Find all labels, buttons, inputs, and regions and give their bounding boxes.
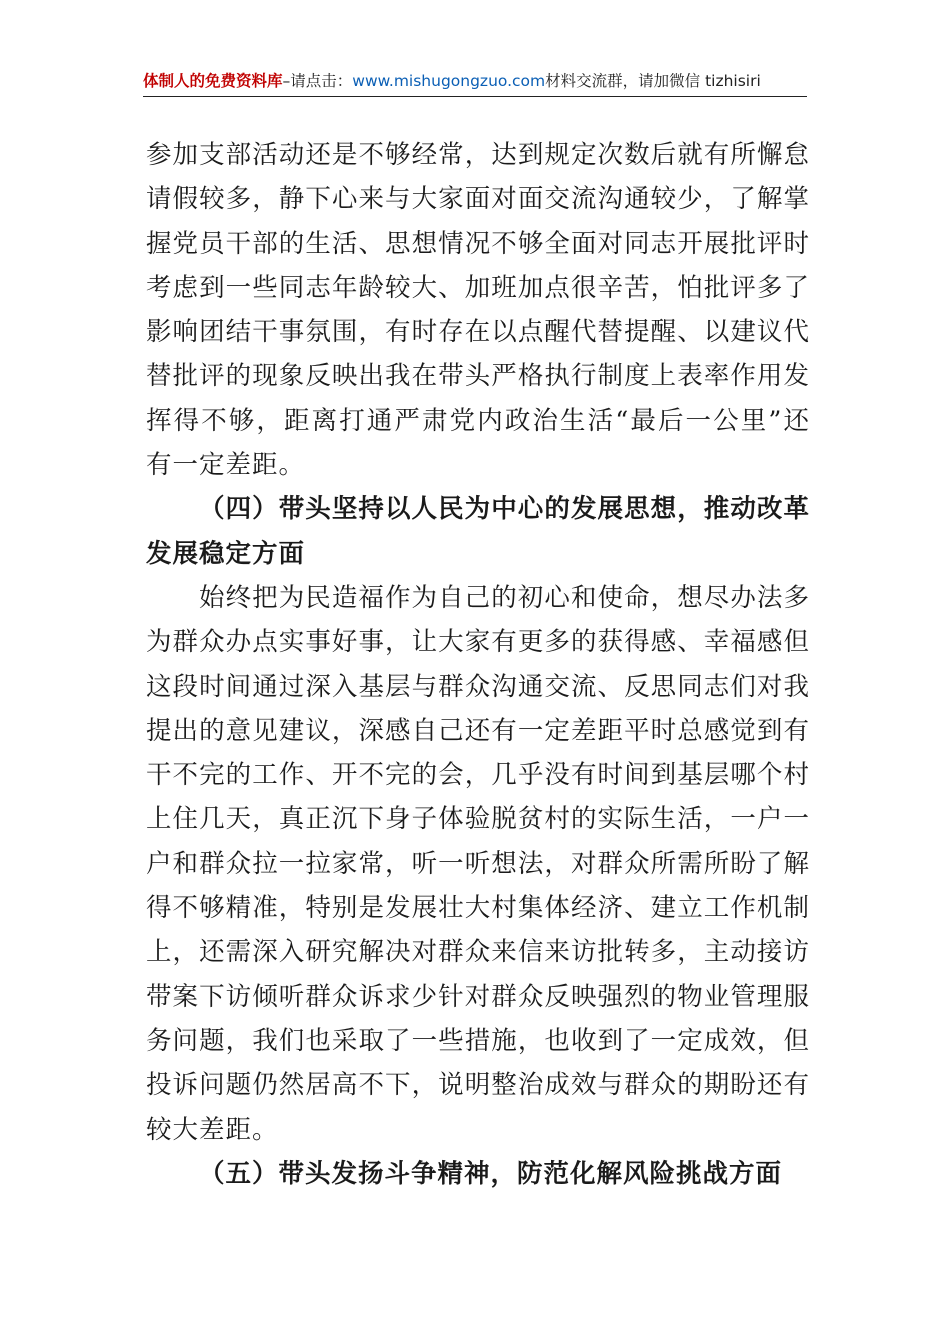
page-header bbox=[143, 70, 807, 97]
paragraph-section-4: 始终把为民造福作为自己的初心和使命，想尽办法多为群众办点实事好事，让大家有更多的获得感、幸福感但这段时间通过深入基层与群众沟通交流、反思同志们对我提出的意见建议，深感自己还有一定差距平时总感觉到有干不完的工作、开不完的会，几乎没有时间到基层哪个村上住几天，真正沉下身子体验脱贫村的实际生活，一户一户和群众拉一拉家常，听一听想法，对群众所需所盼了解得不够精准，特别是发展壮大村集体经济、建立工作机制上，还需深入研究解决对群众来信来访批转多，主动接访带案下访倾听群众诉求少针对群众反映强烈的物业管理服务问题，我们也采取了一些措施，也收到了一定成效，但投诉问题仍然居高不下，说明整治成效与群众的期盼还有较大差距。 bbox=[146, 582, 810, 1145]
document-body bbox=[146, 133, 810, 1196]
section-heading-5: （五）带头发扬斗争精神，防范化解风险挑战方面 bbox=[199, 1158, 783, 1189]
header-prompt: –请点击： bbox=[282, 72, 353, 90]
section-heading-4: （四）带头坚持以人民为中心的发展思想，推动改革发展稳定方面 bbox=[146, 494, 810, 569]
header-tail: 材料交流群，请加微信 tizhisiri bbox=[545, 72, 761, 90]
header-brand: 体制人的免费资料库 bbox=[143, 72, 283, 90]
header-url-link[interactable]: www.mishugongzuo.com bbox=[352, 72, 546, 90]
paragraph-continued: 参加支部活动还是不够经常，达到规定次数后就有所懈怠请假较多，静下心来与大家面对面交流沟通较少，了解掌握党员干部的生活、思想情况不够全面对同志开展批评时考虑到一些同志年龄较大、加班加点很辛苦，怕批评多了影响团结干事氛围，有时存在以点醒代替提醒、以建议代替批评的现象反映出我在带头严格执行制度上表率作用发挥得不够，距离打通严肃党内政治生活“最后一公里”还有一定差距。 bbox=[146, 140, 810, 481]
